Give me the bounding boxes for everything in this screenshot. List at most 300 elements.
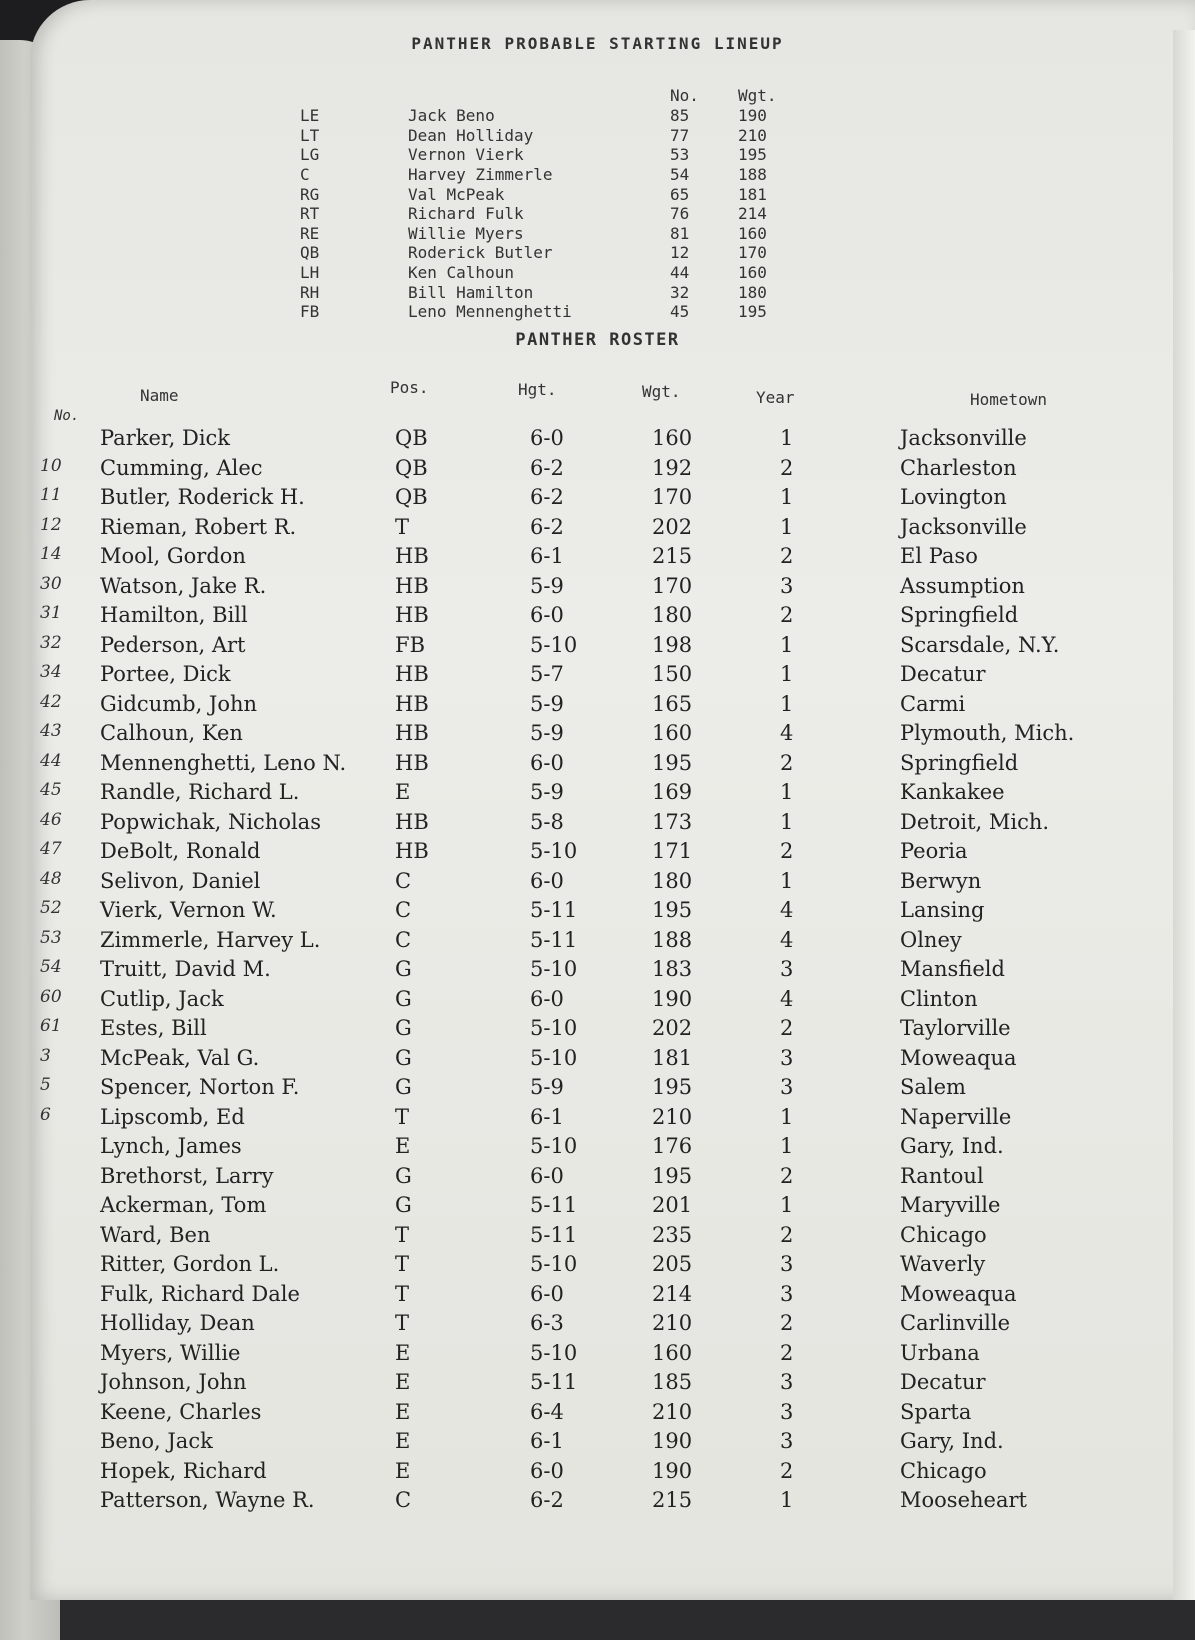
roster-hometown: Jacksonville bbox=[900, 514, 1027, 539]
lineup-player-name: Leno Mennenghetti bbox=[408, 302, 572, 322]
roster-year: 2 bbox=[780, 603, 794, 627]
roster-player-name: Holliday, Dean bbox=[100, 1311, 255, 1335]
roster-hometown: Chicago bbox=[900, 1458, 987, 1483]
roster-weight: 190 bbox=[652, 1458, 693, 1483]
roster-height: 5-11 bbox=[530, 1370, 578, 1394]
roster-height: 6-0 bbox=[530, 1458, 564, 1483]
roster-hometown: Carmi bbox=[900, 691, 966, 716]
lineup-position: C bbox=[300, 165, 310, 185]
roster-height: 6-0 bbox=[530, 750, 564, 775]
roster-weight: 160 bbox=[652, 1340, 693, 1365]
roster-height: 5-10 bbox=[530, 1016, 578, 1040]
roster-player-name: Cutlip, Jack bbox=[100, 986, 224, 1011]
roster-hometown: Decatur bbox=[900, 662, 986, 686]
roster-row bbox=[40, 1488, 1190, 1518]
roster-position: HB bbox=[395, 662, 429, 686]
roster-weight: 210 bbox=[652, 1399, 693, 1424]
roster-row bbox=[40, 987, 1190, 1017]
roster-position: C bbox=[395, 868, 412, 893]
roster-player-name: Rieman, Robert R. bbox=[100, 514, 297, 539]
lineup-player-name: Ken Calhoun bbox=[408, 263, 514, 283]
lineup-row bbox=[300, 126, 820, 146]
roster-year: 4 bbox=[780, 927, 794, 952]
roster-position: HB bbox=[395, 839, 429, 863]
roster-weight: 173 bbox=[652, 809, 693, 834]
lineup-row bbox=[300, 282, 820, 302]
roster-year: 1 bbox=[780, 1193, 794, 1217]
roster-height: 5-11 bbox=[530, 1193, 578, 1217]
lineup-position: FB bbox=[300, 302, 320, 322]
roster-hometown: Waverly bbox=[900, 1252, 986, 1276]
roster-hometown: Maryville bbox=[900, 1193, 1001, 1217]
lineup-position: QB bbox=[300, 243, 320, 263]
roster-row bbox=[40, 1105, 1190, 1135]
lineup-row bbox=[300, 224, 820, 244]
roster-weight: 160 bbox=[652, 721, 693, 745]
roster-height: 6-1 bbox=[530, 1104, 564, 1129]
roster-position: HB bbox=[395, 809, 429, 834]
lineup-header bbox=[300, 86, 820, 106]
roster-row bbox=[40, 1400, 1190, 1430]
roster-row bbox=[40, 1252, 1190, 1282]
roster-number: 11 bbox=[40, 485, 62, 505]
roster-row bbox=[40, 633, 1190, 663]
roster-height: 6-0 bbox=[530, 1281, 564, 1306]
roster-hometown: Olney bbox=[900, 927, 962, 952]
roster-hometown: Lansing bbox=[900, 898, 985, 922]
roster-position: E bbox=[395, 780, 411, 804]
roster-weight: 181 bbox=[652, 1045, 693, 1070]
roster-year: 3 bbox=[780, 1075, 794, 1099]
roster-height: 5-11 bbox=[530, 927, 578, 952]
roster-number: 5 bbox=[40, 1075, 51, 1095]
roster-row bbox=[40, 810, 1190, 840]
roster-number: 14 bbox=[40, 544, 62, 564]
roster-player-name: Mool, Gordon bbox=[100, 544, 246, 568]
roster-row bbox=[40, 928, 1190, 958]
roster-position: E bbox=[395, 1458, 411, 1483]
lineup-row bbox=[300, 263, 820, 283]
roster-number: 46 bbox=[40, 809, 62, 830]
roster-row bbox=[40, 869, 1190, 899]
roster-year: 1 bbox=[780, 1104, 794, 1129]
roster-weight: 210 bbox=[652, 1311, 693, 1335]
roster-row bbox=[40, 603, 1190, 633]
header-hometown: Hometown bbox=[970, 390, 1048, 409]
roster-hometown: Urbana bbox=[900, 1340, 980, 1365]
roster-height: 6-2 bbox=[530, 455, 564, 480]
roster-year: 3 bbox=[780, 1370, 794, 1394]
lineup-number: 44 bbox=[670, 263, 690, 283]
roster-year: 3 bbox=[780, 1045, 794, 1070]
roster-number: 31 bbox=[40, 603, 62, 623]
roster-number: 47 bbox=[40, 839, 62, 859]
roster-position: C bbox=[395, 898, 412, 922]
roster-row bbox=[40, 544, 1190, 574]
roster-title: PANTHER ROSTER bbox=[515, 330, 680, 350]
roster-position: HB bbox=[395, 750, 429, 775]
lineup-number: 54 bbox=[670, 165, 690, 185]
roster-weight: 195 bbox=[652, 1075, 693, 1099]
roster-position: FB bbox=[395, 632, 426, 657]
lineup-header-wgt: Wgt. bbox=[738, 86, 777, 105]
roster-number: 30 bbox=[40, 573, 62, 594]
roster-weight: 214 bbox=[652, 1281, 693, 1306]
roster-hometown: Peoria bbox=[900, 839, 968, 863]
roster-year: 1 bbox=[780, 514, 794, 539]
roster-hometown: Taylorville bbox=[900, 1016, 1011, 1040]
roster-number: 43 bbox=[40, 721, 62, 741]
roster-height: 5-10 bbox=[530, 1340, 578, 1365]
roster-position: G bbox=[395, 957, 412, 981]
roster-year: 1 bbox=[780, 868, 794, 893]
roster-row bbox=[40, 1075, 1190, 1105]
lineup-player-name: Bill Hamilton bbox=[408, 282, 534, 302]
lineup-weight: 160 bbox=[738, 263, 767, 283]
roster-player-name: Estes, Bill bbox=[100, 1016, 207, 1040]
roster-number: 6 bbox=[40, 1104, 51, 1125]
roster-height: 6-4 bbox=[530, 1399, 564, 1424]
roster-year: 3 bbox=[780, 1252, 794, 1276]
roster-weight: 170 bbox=[652, 573, 693, 598]
roster-player-name: Ackerman, Tom bbox=[100, 1193, 267, 1217]
lineup-row bbox=[300, 184, 820, 204]
roster-row bbox=[40, 1341, 1190, 1371]
roster-year: 3 bbox=[780, 957, 794, 981]
roster-player-name: Popwichak, Nicholas bbox=[100, 809, 321, 834]
roster-player-name: Randle, Richard L. bbox=[100, 780, 300, 804]
roster-hometown: Jacksonville bbox=[900, 426, 1027, 450]
roster-height: 6-0 bbox=[530, 603, 564, 627]
lineup-number: 32 bbox=[670, 282, 690, 302]
roster-hometown: Detroit, Mich. bbox=[900, 809, 1050, 834]
roster-player-name: Beno, Jack bbox=[100, 1429, 213, 1453]
roster-player-name: Lynch, James bbox=[100, 1134, 242, 1158]
roster-player-name: Portee, Dick bbox=[100, 662, 231, 686]
roster-weight: 150 bbox=[652, 662, 693, 686]
lineup-player-name: Roderick Butler bbox=[408, 243, 553, 263]
roster-position: T bbox=[395, 1311, 410, 1335]
roster-player-name: Lipscomb, Ed bbox=[100, 1104, 245, 1129]
roster-row bbox=[40, 898, 1190, 928]
roster-year: 2 bbox=[780, 1311, 794, 1335]
roster-hometown: Mansfield bbox=[900, 957, 1005, 981]
roster-weight: 195 bbox=[652, 750, 693, 775]
roster-height: 5-10 bbox=[530, 1252, 578, 1276]
roster-table bbox=[40, 378, 1190, 1518]
roster-position: HB bbox=[395, 573, 429, 598]
roster-hometown: Moweaqua bbox=[900, 1045, 1017, 1070]
roster-position: E bbox=[395, 1429, 411, 1453]
roster-row bbox=[40, 721, 1190, 751]
roster-hometown: El Paso bbox=[900, 544, 978, 568]
header-no: No. bbox=[54, 408, 80, 424]
roster-year: 2 bbox=[780, 839, 794, 863]
lineup-weight: 180 bbox=[738, 282, 767, 302]
lineup-number: 85 bbox=[670, 106, 690, 126]
roster-hometown: Springfield bbox=[900, 603, 1019, 627]
roster-year: 3 bbox=[780, 573, 794, 598]
roster-weight: 188 bbox=[652, 927, 693, 952]
roster-row bbox=[40, 1193, 1190, 1223]
roster-player-name: Keene, Charles bbox=[100, 1399, 262, 1424]
roster-player-name: Cumming, Alec bbox=[100, 455, 263, 480]
roster-height: 5-9 bbox=[530, 573, 564, 598]
roster-number: 45 bbox=[40, 780, 62, 800]
roster-player-name: DeBolt, Ronald bbox=[100, 839, 261, 863]
roster-year: 1 bbox=[780, 1134, 794, 1158]
roster-player-name: Mennenghetti, Leno N. bbox=[100, 750, 347, 775]
roster-height: 5-10 bbox=[530, 957, 578, 981]
lineup-row bbox=[300, 302, 820, 322]
lineup-player-name: Willie Myers bbox=[408, 223, 524, 243]
lineup-position: LG bbox=[300, 145, 320, 165]
roster-year: 1 bbox=[780, 780, 794, 804]
lineup-weight: 170 bbox=[738, 243, 767, 263]
roster-year: 4 bbox=[780, 898, 794, 922]
roster-height: 5-10 bbox=[530, 632, 578, 657]
roster-position: T bbox=[395, 1281, 410, 1306]
lineup-player-name: Val McPeak bbox=[408, 184, 505, 204]
roster-height: 5-10 bbox=[530, 839, 578, 863]
lineup-weight: 195 bbox=[738, 302, 767, 322]
roster-row bbox=[40, 456, 1190, 486]
roster-hometown: Naperville bbox=[900, 1104, 1012, 1129]
roster-player-name: Hopek, Richard bbox=[100, 1458, 267, 1483]
roster-row bbox=[40, 1223, 1190, 1253]
lineup-position: RE bbox=[300, 223, 320, 243]
roster-position: HB bbox=[395, 691, 429, 716]
roster-row bbox=[40, 662, 1190, 692]
roster-year: 3 bbox=[780, 1429, 794, 1453]
lineup-title: PANTHER PROBABLE STARTING LINEUP bbox=[411, 34, 784, 53]
roster-height: 5-9 bbox=[530, 721, 564, 745]
starting-lineup-table bbox=[300, 86, 820, 322]
roster-hometown: Carlinville bbox=[900, 1311, 1011, 1335]
roster-weight: 235 bbox=[652, 1222, 693, 1247]
roster-row bbox=[40, 1046, 1190, 1076]
roster-hometown: Moweaqua bbox=[900, 1281, 1017, 1306]
roster-number: 3 bbox=[40, 1045, 51, 1066]
roster-weight: 171 bbox=[652, 839, 693, 863]
header-pos: Pos. bbox=[390, 378, 429, 397]
lineup-player-name: Jack Beno bbox=[408, 106, 495, 126]
lineup-number: 12 bbox=[670, 243, 690, 263]
roster-height: 5-11 bbox=[530, 1222, 578, 1247]
roster-row bbox=[40, 1429, 1190, 1459]
roster-number: 60 bbox=[40, 986, 62, 1007]
roster-number: 32 bbox=[40, 632, 62, 653]
roster-height: 6-2 bbox=[530, 1488, 564, 1512]
roster-position: G bbox=[395, 1045, 412, 1070]
roster-player-name: Johnson, John bbox=[100, 1370, 247, 1394]
roster-row bbox=[40, 1016, 1190, 1046]
header-hgt: Hgt. bbox=[518, 380, 557, 399]
header-year: Year bbox=[756, 388, 795, 407]
roster-position: G bbox=[395, 1163, 412, 1188]
roster-position: C bbox=[395, 927, 412, 952]
roster-weight: 170 bbox=[652, 485, 693, 509]
roster-player-name: Ward, Ben bbox=[100, 1222, 211, 1247]
roster-row bbox=[40, 1282, 1190, 1312]
roster-hometown: Sparta bbox=[900, 1399, 972, 1424]
lineup-position: RH bbox=[300, 282, 320, 302]
roster-year: 2 bbox=[780, 1458, 794, 1483]
lineup-number: 81 bbox=[670, 223, 690, 243]
lineup-header-no: No. bbox=[670, 86, 699, 105]
lineup-weight: 195 bbox=[738, 145, 767, 165]
roster-player-name: Zimmerle, Harvey L. bbox=[100, 927, 321, 952]
roster-year: 2 bbox=[780, 750, 794, 775]
roster-hometown: Mooseheart bbox=[900, 1488, 1027, 1512]
roster-position: HB bbox=[395, 721, 429, 745]
lineup-row bbox=[300, 165, 820, 185]
roster-player-name: Pederson, Art bbox=[100, 632, 246, 657]
roster-position: T bbox=[395, 1252, 410, 1276]
roster-year: 2 bbox=[780, 1163, 794, 1188]
roster-position: G bbox=[395, 1016, 412, 1040]
lineup-player-name: Harvey Zimmerle bbox=[408, 165, 553, 185]
lineup-weight: 160 bbox=[738, 223, 767, 243]
lineup-weight: 188 bbox=[738, 165, 767, 185]
lineup-weight: 190 bbox=[738, 106, 767, 126]
roster-weight: 169 bbox=[652, 780, 693, 804]
roster-number: 12 bbox=[40, 514, 62, 535]
roster-number: 48 bbox=[40, 868, 62, 889]
roster-weight: 180 bbox=[652, 868, 693, 893]
roster-player-name: Patterson, Wayne R. bbox=[100, 1488, 315, 1512]
roster-player-name: Ritter, Gordon L. bbox=[100, 1252, 280, 1276]
roster-height: 6-0 bbox=[530, 868, 564, 893]
roster-hometown: Kankakee bbox=[900, 780, 1005, 804]
roster-number: 52 bbox=[40, 898, 62, 918]
header-wgt: Wgt. bbox=[642, 382, 681, 401]
roster-number: 42 bbox=[40, 691, 62, 712]
lineup-row bbox=[300, 204, 820, 224]
roster-height: 6-0 bbox=[530, 986, 564, 1011]
lineup-player-name: Dean Holliday bbox=[408, 125, 534, 145]
roster-height: 6-2 bbox=[530, 485, 564, 509]
roster-position: E bbox=[395, 1370, 411, 1394]
lineup-number: 77 bbox=[670, 125, 690, 145]
roster-weight: 180 bbox=[652, 603, 693, 627]
roster-position: G bbox=[395, 986, 412, 1011]
lineup-row bbox=[300, 145, 820, 165]
roster-weight: 190 bbox=[652, 1429, 693, 1453]
roster-hometown: Rantoul bbox=[900, 1163, 984, 1188]
lineup-row bbox=[300, 106, 820, 126]
roster-year: 4 bbox=[780, 986, 794, 1011]
roster-hometown: Lovington bbox=[900, 485, 1007, 509]
roster-position: T bbox=[395, 1222, 410, 1247]
roster-position: HB bbox=[395, 603, 429, 627]
roster-number: 53 bbox=[40, 927, 62, 948]
roster-year: 2 bbox=[780, 1340, 794, 1365]
roster-weight: 183 bbox=[652, 957, 693, 981]
roster-row bbox=[40, 692, 1190, 722]
roster-hometown: Gary, Ind. bbox=[900, 1429, 1004, 1453]
roster-number: 34 bbox=[40, 662, 62, 682]
roster-player-name: Butler, Roderick H. bbox=[100, 485, 305, 509]
roster-row bbox=[40, 574, 1190, 604]
roster-year: 1 bbox=[780, 1488, 794, 1512]
roster-position: E bbox=[395, 1399, 411, 1424]
roster-height: 5-7 bbox=[530, 662, 564, 686]
roster-position: QB bbox=[395, 485, 428, 509]
roster-row bbox=[40, 485, 1190, 515]
roster-weight: 176 bbox=[652, 1134, 693, 1158]
lineup-position: RT bbox=[300, 204, 320, 224]
roster-year: 4 bbox=[780, 721, 794, 745]
roster-hometown: Decatur bbox=[900, 1370, 986, 1394]
roster-position: T bbox=[395, 1104, 410, 1129]
roster-player-name: Selivon, Daniel bbox=[100, 868, 261, 893]
roster-height: 5-8 bbox=[530, 809, 564, 834]
roster-position: T bbox=[395, 514, 410, 539]
roster-position: E bbox=[395, 1340, 411, 1365]
roster-weight: 202 bbox=[652, 1016, 693, 1040]
lineup-number: 76 bbox=[670, 204, 690, 224]
roster-player-name: Watson, Jake R. bbox=[100, 573, 267, 598]
roster-height: 5-10 bbox=[530, 1045, 578, 1070]
roster-hometown: Berwyn bbox=[900, 868, 982, 893]
roster-row bbox=[40, 780, 1190, 810]
lineup-weight: 181 bbox=[738, 184, 767, 204]
roster-year: 1 bbox=[780, 632, 794, 657]
roster-year: 1 bbox=[780, 691, 794, 716]
roster-height: 5-9 bbox=[530, 1075, 564, 1099]
roster-height: 5-11 bbox=[530, 898, 578, 922]
roster-weight: 201 bbox=[652, 1193, 693, 1217]
roster-height: 6-2 bbox=[530, 514, 564, 539]
roster-position: QB bbox=[395, 426, 428, 450]
roster-player-name: Fulk, Richard Dale bbox=[100, 1281, 300, 1306]
roster-weight: 210 bbox=[652, 1104, 693, 1129]
lineup-position: LT bbox=[300, 125, 320, 145]
roster-height: 6-3 bbox=[530, 1311, 564, 1335]
lineup-row bbox=[300, 243, 820, 263]
roster-hometown: Plymouth, Mich. bbox=[900, 721, 1075, 745]
lineup-position: RG bbox=[300, 184, 320, 204]
roster-row bbox=[40, 1134, 1190, 1164]
roster-year: 3 bbox=[780, 1281, 794, 1306]
roster-weight: 192 bbox=[652, 455, 693, 480]
roster-player-name: Myers, Willie bbox=[100, 1340, 241, 1365]
roster-year: 3 bbox=[780, 1399, 794, 1424]
roster-row bbox=[40, 1459, 1190, 1489]
roster-hometown: Salem bbox=[900, 1075, 966, 1099]
roster-hometown: Springfield bbox=[900, 750, 1019, 775]
roster-year: 2 bbox=[780, 1016, 794, 1040]
roster-row bbox=[40, 957, 1190, 987]
roster-weight: 202 bbox=[652, 514, 693, 539]
lineup-player-name: Richard Fulk bbox=[408, 204, 524, 224]
roster-hometown: Chicago bbox=[900, 1222, 987, 1247]
roster-number: 54 bbox=[40, 957, 62, 977]
lineup-position: LH bbox=[300, 263, 320, 283]
roster-position: QB bbox=[395, 455, 428, 480]
roster-player-name: Parker, Dick bbox=[100, 426, 231, 450]
roster-height: 6-0 bbox=[530, 426, 564, 450]
roster-hometown: Assumption bbox=[900, 573, 1025, 598]
lineup-player-name: Vernon Vierk bbox=[408, 145, 524, 165]
roster-row bbox=[40, 515, 1190, 545]
roster-height: 5-9 bbox=[530, 780, 564, 804]
roster-row bbox=[40, 426, 1190, 456]
roster-hometown: Gary, Ind. bbox=[900, 1134, 1004, 1158]
roster-weight: 198 bbox=[652, 632, 693, 657]
roster-number: 10 bbox=[40, 455, 62, 476]
